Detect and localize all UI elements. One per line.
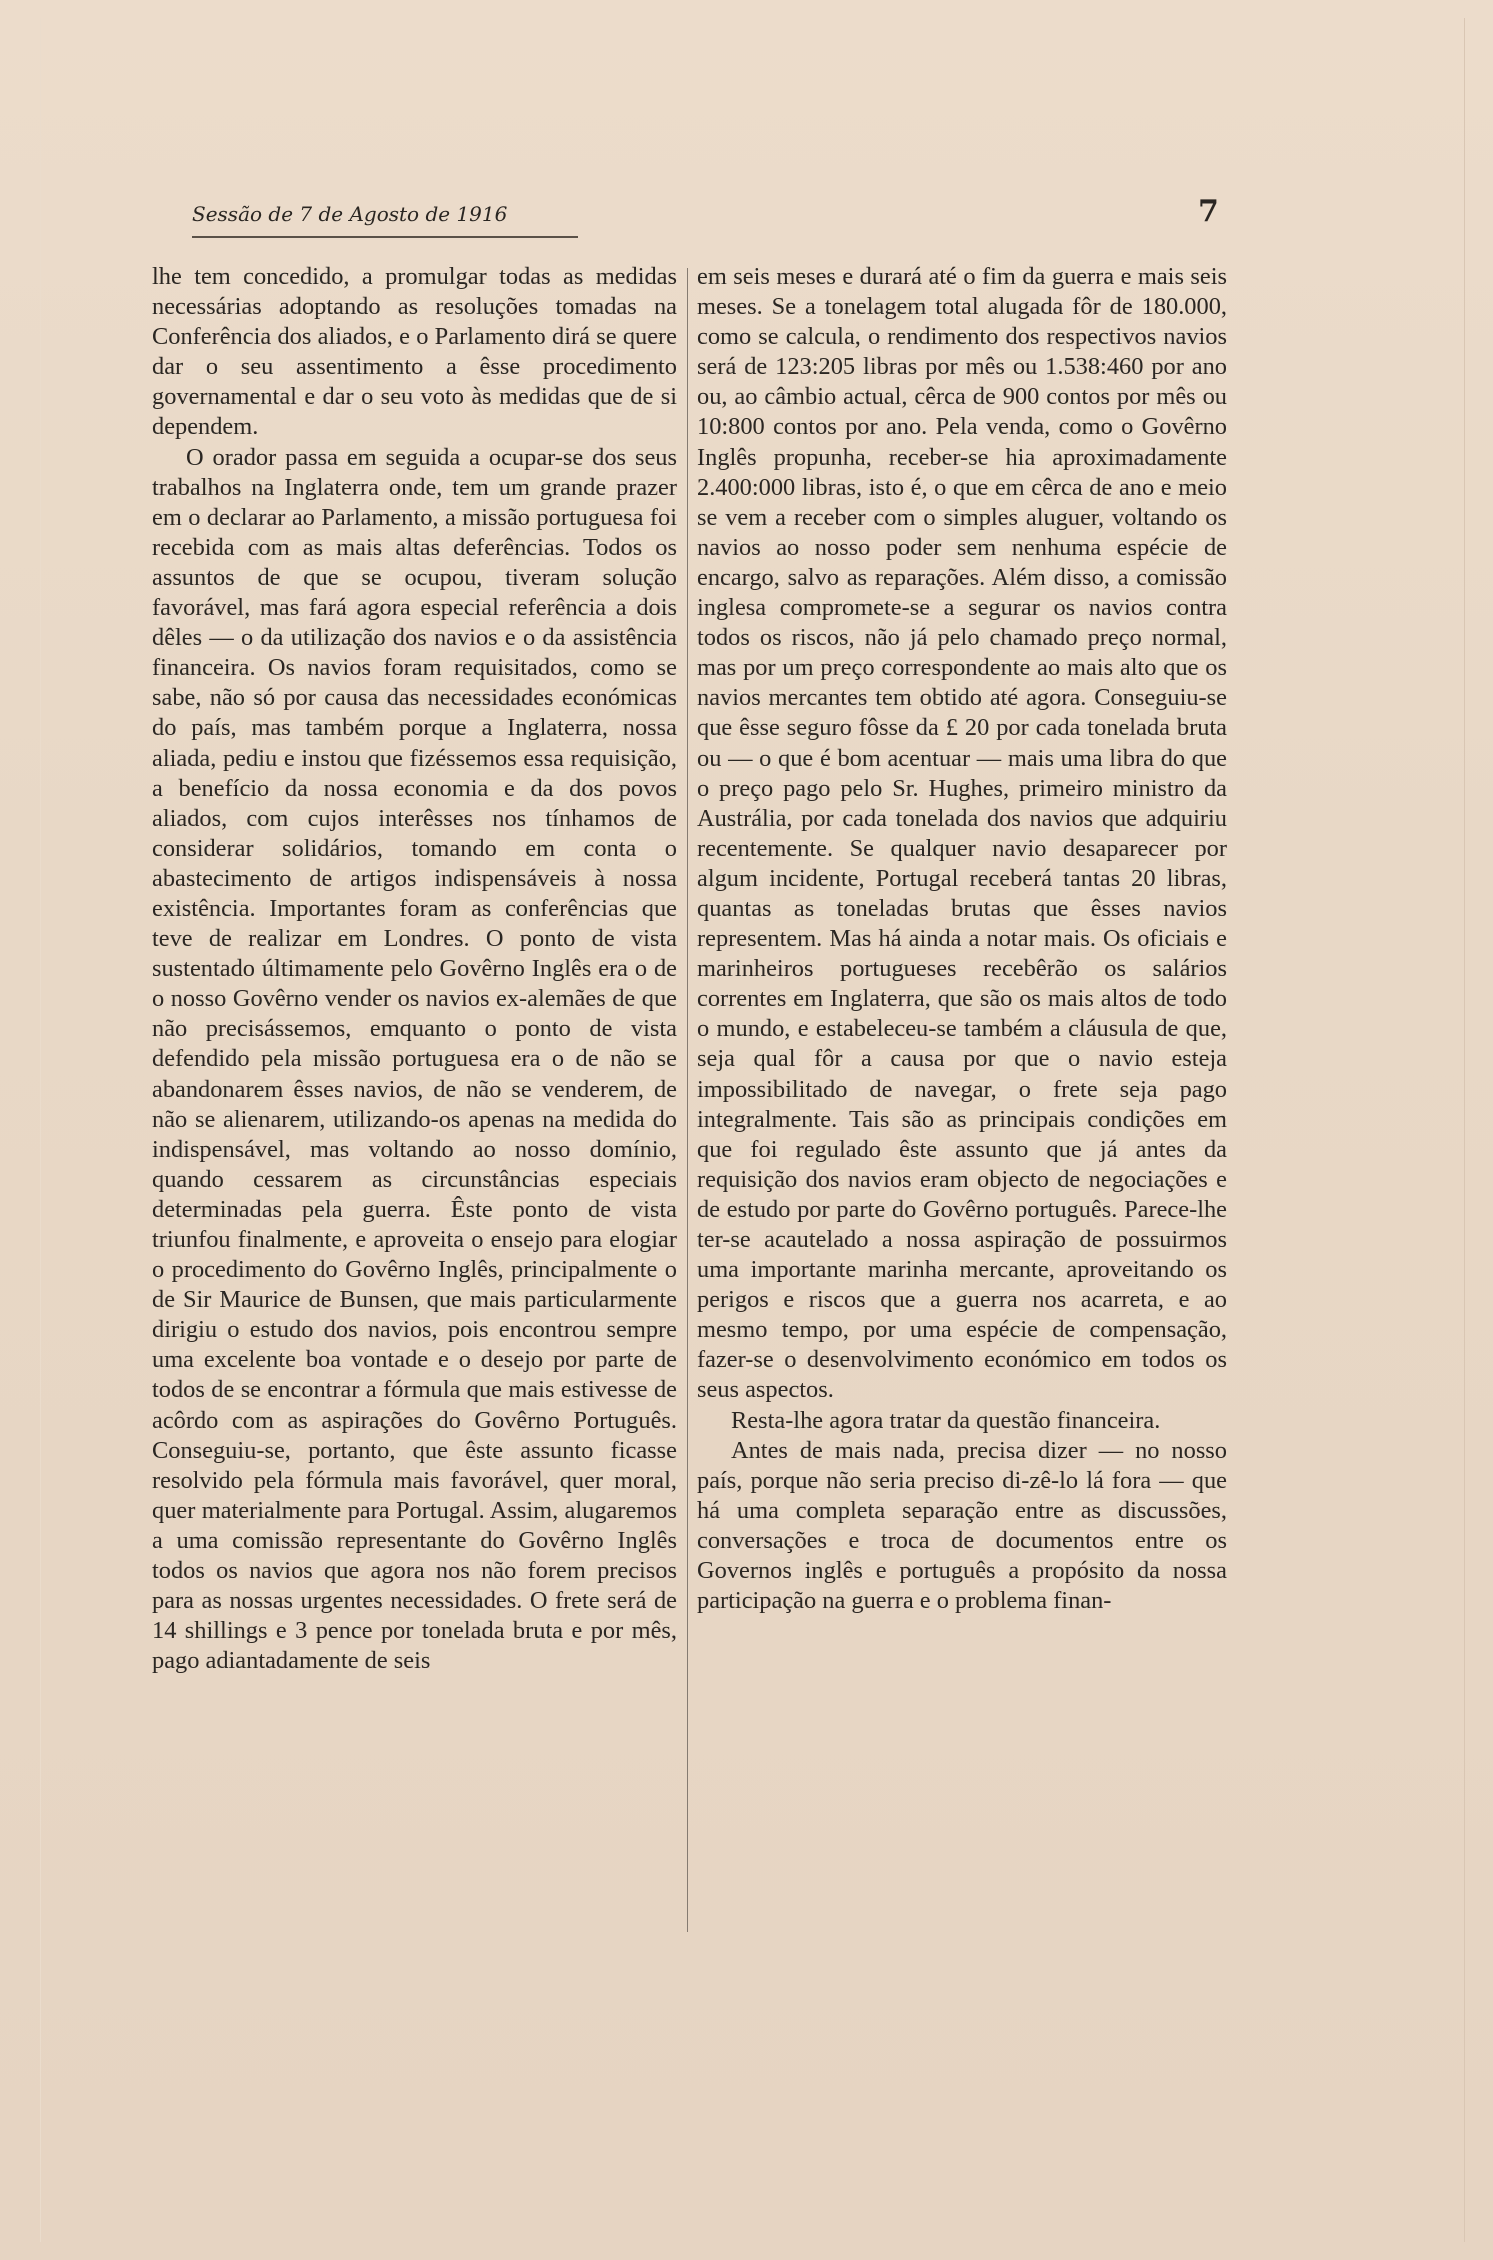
page-number: 7 — [1198, 194, 1219, 229]
left-column — [152, 262, 677, 1676]
right-paragraph-3: Antes de mais nada, precisa dizer — no nosso país, porque não seria preciso di-zê-lo lá fora — que há uma completa separação entre as discussões, conversações e troca de documentos entre os Governos inglês e português a propósito da nossa participação na guerra e o problema finan- — [697, 1436, 1227, 1615]
left-paragraph-2: O orador passa em seguida a ocupar-se dos seus trabalhos na Inglaterra onde, tem um grande prazer em o declarar ao Parlamento, a missão portuguesa foi recebida com as mais altas deferências. Todos os assuntos de que se ocupou, tiveram solução favorável, mas fará agora especial referência a dois dêles — o da utilização dos navios e o da assistência financeira. Os navios foram requisitados, como se sabe, não só por causa das necessidades económicas do país, mas também porque a Inglaterra, nossa aliada, pediu e instou que fizéssemos essa requisição, a benefício da nossa economia e da dos povos aliados, com cujos interêsses nos tínhamos de considerar solidários, tomando em conta o abastecimento de artigos indispensáveis à nossa existência. Importantes foram as conferências que teve de realizar em Londres. O ponto de vista sustentado últimamente pelo Govêrno Inglês era o de o nosso Govêrno vender os navios ex-alemães de que não precisássemos, emquanto o ponto de vista defendido pela missão portuguesa era o de não se abandonarem êsses navios, de não se venderem, de não se alienarem, utilizando-os apenas na medida do indispensável, mas voltando ao nosso domínio, quando cessarem as circunstâncias especiais determinadas pela guerra. Êste ponto de vista triunfou finalmente, e aproveita o ensejo para elogiar o procedimento do Govêrno Inglês, principalmente o de Sir Maurice de Bunsen, que mais particularmente dirigiu o estudo dos navios, pois encontrou sempre uma excelente boa vontade e o desejo por parte de todos de se encontrar a fórmula que mais estivesse de acôrdo com as aspirações do Govêrno Português. Conseguiu-se, portanto, que êste assunto ficasse resolvido pela fórmula mais favorável, quer moral, quer materialmente para Portugal. Assim, alugaremos a uma comissão representante do Govêrno Inglês todos os navios que agora nos não forem precisos para as nossas urgentes necessidades. O frete será de 14 shillings e 3 pence por tonelada bruta e por mês, pago adiantadamente de seis — [152, 443, 677, 1675]
column-divider — [687, 268, 688, 1932]
header-rule — [192, 236, 578, 238]
running-title: Sessão de 7 de Agosto de 1916 — [192, 202, 508, 226]
right-paragraph-2: Resta-lhe agora tratar da questão financeira. — [731, 1406, 1161, 1434]
left-paragraph-1: lhe tem concedido, a promulgar todas as medidas necessárias adoptando as resoluções tomadas na Conferência dos aliados, e o Parlamento dirá se quere dar o seu assentimento a êsse procedimento governamental e dar o seu voto às medidas que de si dependem. — [152, 263, 677, 441]
right-paragraph-1: em seis meses e durará até o fim da guerra e mais seis meses. Se a tonelagem total alugada fôr de 180.000, como se calcula, o rendimento dos respectivos navios será de 123:205 libras por mês ou 1.538:460 por ano ou, ao câmbio actual, cêrca de 900 contos por mês ou 10:800 contos por ano. Pela venda, como o Govêrno Inglês propunha, receber-se hia aproximadamente 2.400:000 libras, isto é, o que em cêrca de ano e meio se vem a receber com o simples aluguer, voltando os navios ao nosso poder sem nenhuma espécie de encargo, salvo as reparações. Além disso, a comissão inglesa compromete-se a segurar os navios contra todos os riscos, não já pelo chamado preço normal, mas por um preço correspondente ao mais alto que os navios mercantes tem obtido até agora. Conseguiu-se que êsse seguro fôsse da £ 20 por cada tonelada bruta ou — o que é bom acentuar — mais uma libra do que o preço pago pelo Sr. Hughes, primeiro ministro da Austrália, por cada tonelada dos navios que adquiriu recentemente. Se qualquer navio desaparecer por algum incidente, Portugal receberá tantas 20 libras, quantas as toneladas brutas que êsses navios representem. Mas há ainda a notar mais. Os oficiais e marinheiros portugueses recebêrão os salários correntes em Inglaterra, que são os mais altos de todo o mundo, e estabeleceu-se também a cláusula de que, seja qual fôr a causa por que o navio esteja impossibilitado de navegar, o frete seja pago integralmente. Tais são as principais condições em que foi regulado êste assunto que já antes da requisição dos navios eram objecto de negociações e de estudo por parte do Govêrno português. Parece-lhe ter-se acautelado a nossa aspiração de possuirmos uma importante marinha mercante, aproveitando os perigos e riscos que a guerra nos acarreta, e ao mesmo tempo, por uma espécie de compensação, fazer-se o desenvolvimento económico em todos os seus aspectos. — [697, 263, 1227, 1404]
right-column — [697, 262, 1227, 1616]
